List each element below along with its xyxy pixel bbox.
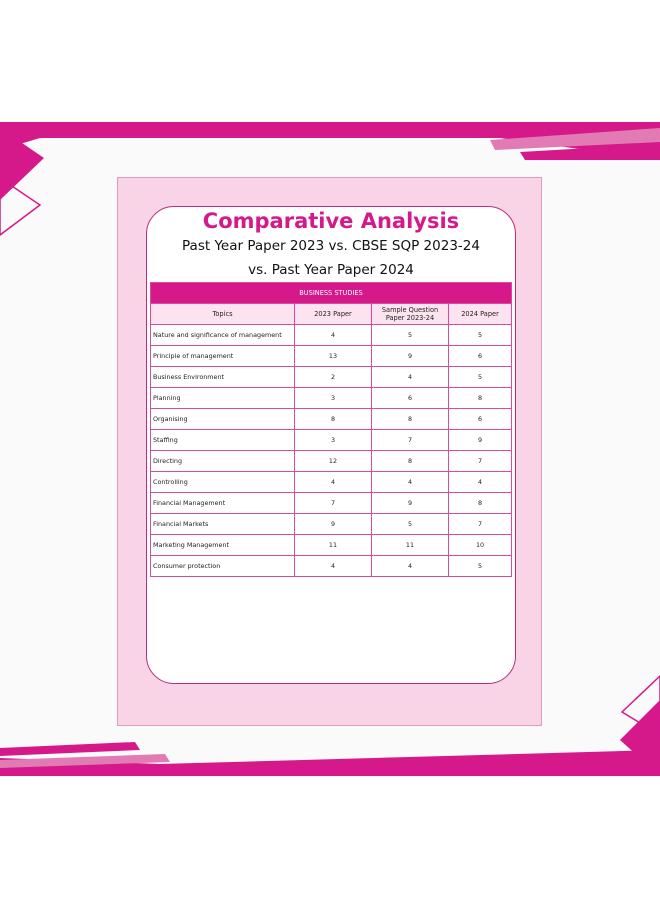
value-cell: 4 (295, 556, 372, 577)
column-header-topics: Topics (151, 304, 295, 325)
value-cell: 7 (449, 451, 512, 472)
document-page (117, 177, 542, 726)
table-row (151, 409, 512, 430)
value-cell: 6 (449, 346, 512, 367)
column-header-sample-paper: Sample Question Paper 2023-24 (372, 304, 449, 325)
table-row (151, 535, 512, 556)
topic-cell: Planning (151, 388, 295, 409)
topic-cell: Consumer protection (151, 556, 295, 577)
value-cell: 4 (372, 556, 449, 577)
comparison-table (150, 282, 512, 577)
topic-cell: Business Environment (151, 367, 295, 388)
value-cell: 7 (295, 493, 372, 514)
value-cell: 8 (295, 409, 372, 430)
bottom-left-dark-stripe (0, 742, 140, 756)
subtitle-line-1: Past Year Paper 2023 vs. CBSE SQP 2023-24 (182, 238, 480, 254)
topic-cell: Organising (151, 409, 295, 430)
value-cell: 4 (449, 472, 512, 493)
value-cell: 9 (449, 430, 512, 451)
topic-cell: Nature and significance of management (151, 325, 295, 346)
column-header-2023-paper: 2023 Paper (295, 304, 372, 325)
topic-cell: Financial Markets (151, 514, 295, 535)
value-cell: 6 (449, 409, 512, 430)
topic-cell: Staffing (151, 430, 295, 451)
value-cell: 4 (295, 472, 372, 493)
value-cell: 4 (295, 325, 372, 346)
topic-cell: Financial Management (151, 493, 295, 514)
topic-cell: Marketing Management (151, 535, 295, 556)
value-cell: 8 (372, 409, 449, 430)
table-row (151, 493, 512, 514)
value-cell: 2 (295, 367, 372, 388)
value-cell: 9 (295, 514, 372, 535)
value-cell: 5 (449, 556, 512, 577)
value-cell: 5 (372, 514, 449, 535)
value-cell: 4 (372, 472, 449, 493)
analysis-card (146, 206, 516, 684)
value-cell: 12 (295, 451, 372, 472)
column-header-2024-paper: 2024 Paper (449, 304, 512, 325)
value-cell: 8 (449, 388, 512, 409)
value-cell: 10 (449, 535, 512, 556)
value-cell: 3 (295, 430, 372, 451)
value-cell: 7 (449, 514, 512, 535)
value-cell: 5 (449, 325, 512, 346)
value-cell: 13 (295, 346, 372, 367)
table-caption: BUSINESS STUDIES (151, 283, 512, 304)
subtitle-line-2: vs. Past Year Paper 2024 (248, 262, 414, 278)
value-cell: 9 (372, 346, 449, 367)
table-row (151, 472, 512, 493)
value-cell: 11 (372, 535, 449, 556)
table-header-row (151, 304, 512, 325)
topic-cell: Principle of management (151, 346, 295, 367)
table-row (151, 556, 512, 577)
value-cell: 3 (295, 388, 372, 409)
value-cell: 5 (449, 367, 512, 388)
page-title: Comparative Analysis (202, 209, 460, 233)
value-cell: 6 (372, 388, 449, 409)
table-row (151, 367, 512, 388)
topic-cell: Controlling (151, 472, 295, 493)
table-row (151, 346, 512, 367)
table-row (151, 388, 512, 409)
table-row (151, 430, 512, 451)
table-row (151, 514, 512, 535)
value-cell: 4 (372, 367, 449, 388)
value-cell: 5 (372, 325, 449, 346)
table-row (151, 451, 512, 472)
value-cell: 9 (372, 493, 449, 514)
table-row (151, 325, 512, 346)
value-cell: 11 (295, 535, 372, 556)
value-cell: 8 (372, 451, 449, 472)
topic-cell: Directing (151, 451, 295, 472)
value-cell: 8 (449, 493, 512, 514)
value-cell: 7 (372, 430, 449, 451)
